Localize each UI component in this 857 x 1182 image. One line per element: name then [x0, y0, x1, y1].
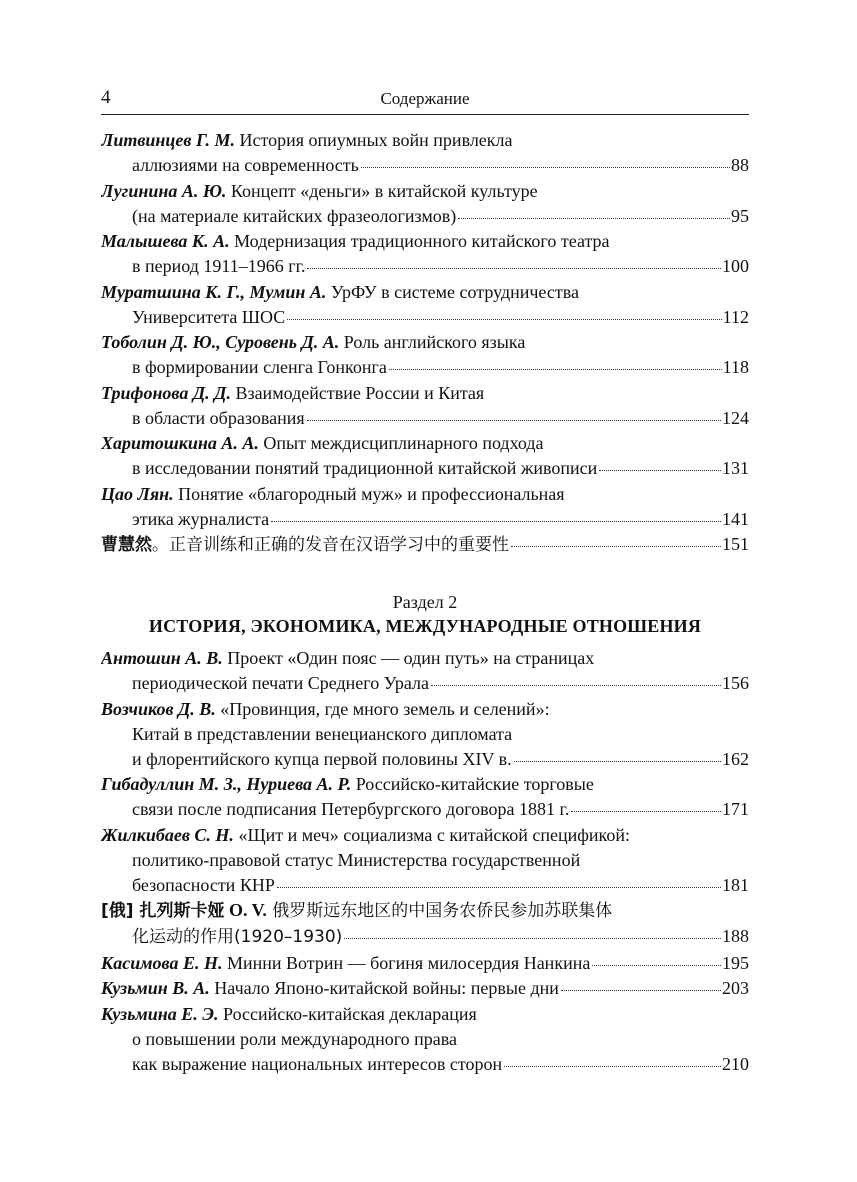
toc-entry[interactable] — [101, 1002, 749, 1077]
toc-entry-page: 131 — [722, 458, 749, 478]
toc-entry[interactable] — [101, 532, 749, 558]
toc-entry-title-continued: безопасности КНР — [132, 874, 275, 895]
section-heading — [101, 590, 749, 638]
toc-entry-author: Тоболин Д. Ю., Суровень Д. А. — [101, 332, 340, 352]
toc-entry-author: Гибадуллин М. З., Нуриева А. Р. — [101, 774, 352, 794]
toc-entry-page: 188 — [722, 926, 749, 946]
toc-entry-author: Кузьмин В. А. — [101, 978, 210, 998]
toc-entry-page: 162 — [722, 748, 749, 769]
toc-entry-title-continued: и флорентийского купца первой половины XIV в. — [132, 748, 512, 769]
dot-leader — [599, 470, 721, 471]
toc-entry-title-continued: Университета ШОС — [132, 306, 286, 327]
toc-entry-page: 210 — [722, 1053, 749, 1074]
table-of-contents — [101, 128, 749, 1077]
toc-entry-title-continued: связи после подписания Петербургского договора 1881 г. — [132, 799, 570, 819]
toc-entry-author: Муратшина К. Г., Мумин А. — [101, 281, 327, 302]
section-title: ИСТОРИЯ, ЭКОНОМИКА, МЕЖДУНАРОДНЫЕ ОТНОШЕНИЯ — [148, 616, 702, 636]
toc-entry-title: Опыт междисциплинарного подхода — [258, 433, 544, 453]
toc-entry-title: «Щит и меч» социализма с китайской спецификой: — [233, 824, 631, 845]
toc-entry-title: Начало Японо-китайской войны: первые дни — [209, 978, 559, 998]
toc-entry-title: Концепт «деньги» в китайской культуре — [226, 180, 538, 201]
dot-leader — [511, 546, 721, 547]
toc-entry-author: Возчиков Д. В. — [101, 698, 216, 719]
dot-leader — [361, 167, 730, 168]
dot-leader — [389, 369, 722, 370]
toc-entry-heading — [101, 976, 559, 1001]
toc-entry-page: 156 — [722, 673, 749, 693]
toc-entry-author: Антошин А. В. — [101, 648, 223, 668]
toc-entry-page: 95 — [731, 205, 749, 226]
toc-entry-title-continued: политико-правовой статус Министерства государственной — [132, 849, 581, 870]
toc-entry[interactable] — [101, 823, 749, 898]
dot-leader — [344, 938, 721, 939]
toc-entry-title-continued: как выражение национальных интересов сторон — [132, 1053, 503, 1074]
toc-entry-author: Харитошкина А. А. — [101, 433, 259, 453]
toc-block — [101, 951, 749, 1002]
toc-entry-page: 118 — [722, 357, 749, 377]
toc-entry-title: Российско-китайские торговые — [351, 774, 594, 794]
toc-entry-title: Минни Вотрин — богиня милосердия Нанкина — [222, 952, 591, 973]
toc-entry-author: 曹慧然 — [101, 535, 152, 555]
toc-entry[interactable] — [101, 330, 749, 380]
toc-entry-page: 203 — [722, 978, 749, 998]
dot-leader — [307, 420, 721, 421]
toc-entry[interactable] — [101, 951, 749, 976]
toc-entry-page: 181 — [722, 874, 749, 895]
toc-entry-title: Проект «Один пояс — один путь» на страницах — [222, 648, 595, 668]
dot-leader — [287, 319, 721, 320]
toc-entry-title-continued: в области образования — [132, 407, 305, 428]
toc-entry[interactable] — [101, 280, 749, 330]
toc-entry-title: Роль английского языка — [339, 332, 526, 352]
dot-leader — [431, 685, 721, 686]
toc-entry-author: Лугинина А. Ю. — [101, 180, 227, 201]
toc-entry-title: Модернизация традиционного китайского театра — [229, 231, 610, 251]
dot-leader — [307, 268, 721, 269]
toc-entry-title-continued: в исследовании понятий традиционной китайской живописи — [132, 458, 598, 478]
dot-leader — [592, 965, 721, 966]
toc-entry-title: 俄罗斯远东地区的中国务农侨民参加苏联集体 — [266, 901, 613, 921]
toc-entry-title: История опиумных войн привлекла — [234, 130, 513, 150]
toc-entry-title-continued: Китай в представлении венецианского дипломата — [132, 723, 513, 744]
toc-entry-title: Взаимодействие России и Китая — [230, 382, 485, 403]
dot-leader — [458, 218, 730, 219]
toc-entry[interactable] — [101, 898, 749, 950]
toc-entry-title-continued: о повышении роли международного права — [132, 1028, 458, 1049]
toc-entry-author-latin: O. V. — [224, 900, 267, 920]
toc-entry[interactable] — [101, 128, 749, 178]
toc-entry-title: «Провинция, где много земель и селений»: — [215, 698, 550, 719]
dot-leader — [271, 521, 721, 522]
toc-entry-title-continued: в период 1911–1966 гг. — [132, 256, 306, 276]
toc-entry-page: 112 — [722, 306, 749, 327]
toc-entry-author: Трифонова Д. Д. — [101, 382, 231, 403]
toc-entry-author: [俄] 扎列斯卡娅 — [101, 901, 225, 921]
toc-entry-page: 88 — [731, 155, 749, 175]
toc-entry-page: 124 — [722, 407, 749, 428]
toc-entry-title: Российско-китайская декларация — [218, 1003, 477, 1024]
section-label: Раздел 2 — [392, 592, 458, 612]
toc-entry-title-continued: (на материале китайских фразеологизмов) — [132, 205, 457, 226]
dot-leader — [514, 761, 721, 762]
toc-entry-title-continued: 化运动的作用(1920–1930) — [132, 927, 343, 947]
toc-entry-page: 141 — [722, 508, 749, 529]
toc-entry-heading — [101, 951, 590, 976]
running-header — [101, 84, 749, 115]
toc-entry-title-continued: периодической печати Среднего Урала — [132, 673, 429, 693]
toc-entry-title: УрФУ в системе сотрудничества — [326, 281, 579, 302]
toc-entry-author: Жилкибаев С. Н. — [101, 824, 234, 845]
toc-entry-page: 151 — [722, 534, 749, 554]
toc-entry-title: 。正音训练和正确的发音在汉语学习中的重要性 — [152, 535, 509, 555]
toc-entry[interactable] — [101, 229, 749, 279]
toc-entry-title-continued: в формировании сленга Гонконга — [132, 357, 387, 377]
toc-entry-page: 171 — [722, 799, 749, 819]
toc-entry-title-continued: этика журналиста — [132, 508, 270, 529]
toc-entry[interactable] — [101, 697, 749, 772]
dot-leader — [504, 1066, 721, 1067]
toc-block — [101, 128, 749, 532]
toc-entry-page: 195 — [722, 952, 749, 973]
toc-entry[interactable] — [101, 482, 749, 532]
toc-entry-page: 100 — [722, 256, 749, 276]
dot-leader — [277, 887, 721, 888]
dot-leader — [561, 990, 721, 991]
toc-entry-author: Касимова Е. Н. — [101, 952, 223, 973]
toc-entry-author: Цао Лян. — [101, 483, 174, 504]
running-title: Содержание — [380, 89, 470, 108]
toc-entry[interactable] — [101, 381, 749, 431]
toc-entry[interactable] — [101, 772, 749, 822]
toc-entry[interactable] — [101, 976, 749, 1001]
toc-entry[interactable] — [101, 431, 749, 481]
toc-block — [101, 646, 749, 898]
toc-entry-title-continued: аллюзиями на современность — [132, 155, 359, 175]
toc-entry-author: Кузьмина Е. Э. — [101, 1003, 219, 1024]
toc-entry-title: Понятие «благородный муж» и профессиональная — [173, 483, 565, 504]
toc-entry-author: Малышева К. А. — [101, 231, 230, 251]
toc-entry[interactable] — [101, 179, 749, 229]
dot-leader — [571, 811, 721, 812]
toc-entry-author: Литвинцев Г. М. — [101, 130, 235, 150]
page-number: 4 — [101, 87, 111, 108]
toc-entry[interactable] — [101, 646, 749, 696]
